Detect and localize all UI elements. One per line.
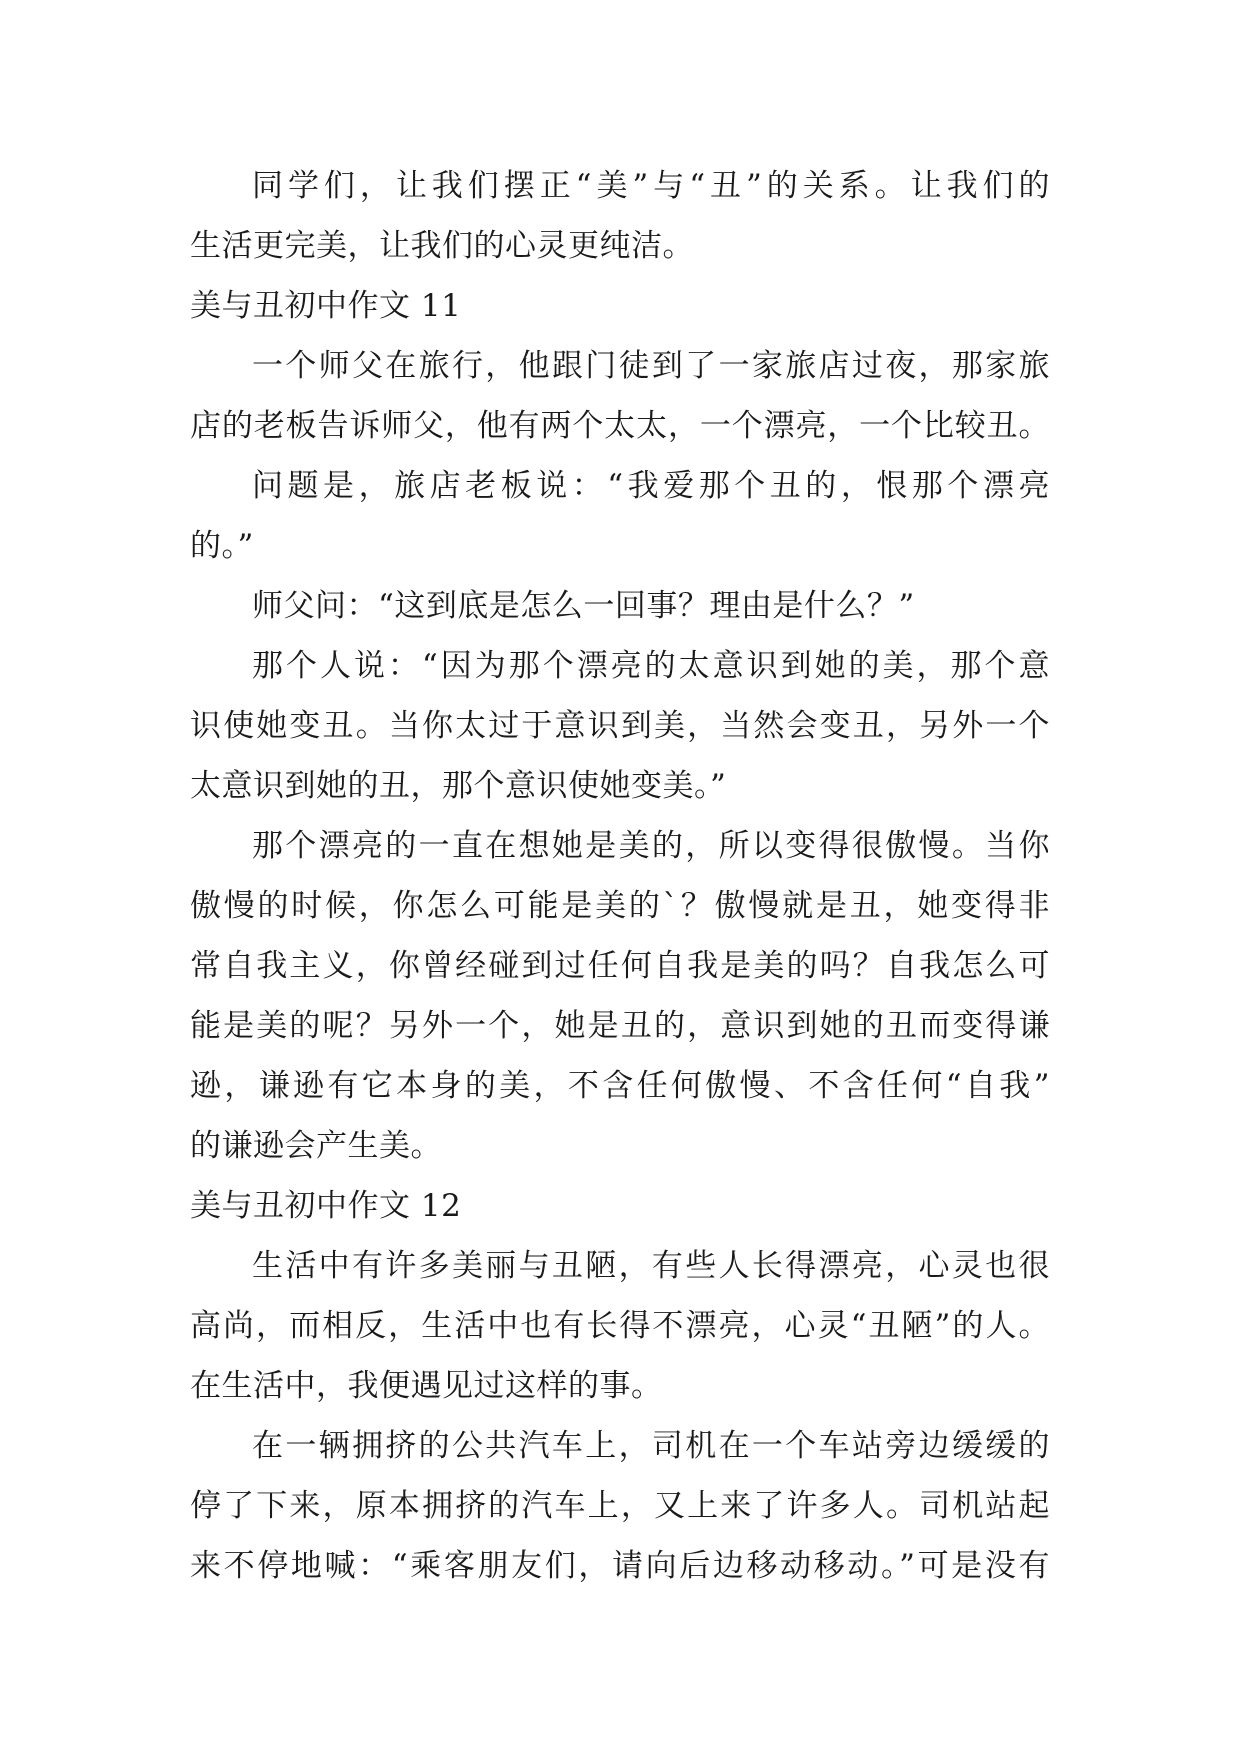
text-line: 高尚，而相反，生活中也有长得不漂亮，心灵“丑陋”的人。 <box>190 1308 1050 1344</box>
text-line: 师父问：“这到底是怎么一回事？理由是什么？” <box>252 588 915 624</box>
text-line: 那个漂亮的一直在想她是美的，所以变得很傲慢。当你 <box>252 828 1050 864</box>
text-line: 来不停地喊：“乘客朋友们，请向后边移动移动。”可是没有 <box>190 1548 1050 1584</box>
text-line: 太意识到她的丑，那个意识使她变美。” <box>190 768 727 804</box>
text-line: 识使她变丑。当你太过于意识到美，当然会变丑，另外一个 <box>190 708 1050 744</box>
text-line: 一个师父在旅行，他跟门徒到了一家旅店过夜，那家旅 <box>252 348 1050 384</box>
text-line: 生活更完美，让我们的心灵更纯洁。 <box>190 228 694 264</box>
text-line: 的。” <box>190 528 254 564</box>
text-line: 在一辆拥挤的公共汽车上，司机在一个车站旁边缓缓的 <box>252 1428 1050 1464</box>
text-line: 停了下来，原本拥挤的汽车上，又上来了许多人。司机站起 <box>190 1488 1050 1524</box>
section-heading: 美与丑初中作文 11 <box>190 288 462 324</box>
text-line: 问题是，旅店老板说：“我爱那个丑的，恨那个漂亮 <box>252 468 1050 504</box>
text-line: 的谦逊会产生美。 <box>190 1128 442 1164</box>
text-line: 生活中有许多美丽与丑陋，有些人长得漂亮，心灵也很 <box>252 1248 1050 1284</box>
text-line: 傲慢的时候，你怎么可能是美的`？傲慢就是丑，她变得非 <box>190 888 1050 924</box>
text-line: 在生活中，我便遇见过这样的事。 <box>190 1368 663 1404</box>
text-line: 店的老板告诉师父，他有两个太太，一个漂亮，一个比较丑。 <box>190 408 1050 444</box>
text-line: 那个人说：“因为那个漂亮的太意识到她的美，那个意 <box>252 648 1050 684</box>
section-heading: 美与丑初中作文 12 <box>190 1188 462 1224</box>
text-line: 逊，谦逊有它本身的美，不含任何傲慢、不含任何“自我” <box>190 1068 1050 1104</box>
text-line: 能是美的呢？另外一个，她是丑的，意识到她的丑而变得谦 <box>190 1008 1050 1044</box>
text-line: 同学们，让我们摆正“美”与“丑”的关系。让我们的 <box>252 168 1050 204</box>
text-line: 常自我主义，你曾经碰到过任何自我是美的吗？自我怎么可 <box>190 948 1050 984</box>
